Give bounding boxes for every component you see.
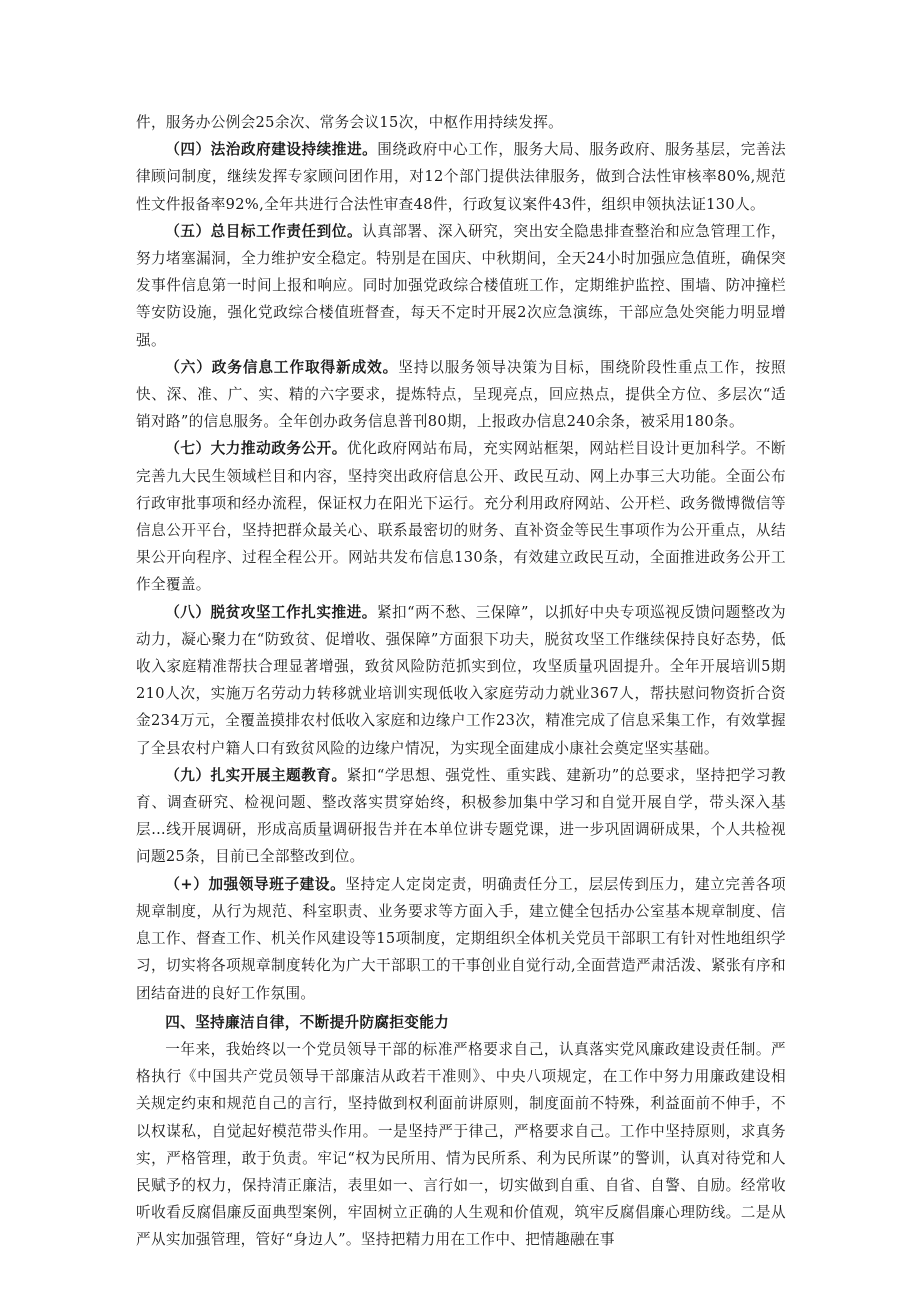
document-page — [136, 109, 786, 1254]
paragraph-text: 件，服务办公例会25余次、常务会议15次，中枢作用持续发挥。 — [136, 114, 564, 131]
paragraph-government-info — [136, 354, 786, 436]
paragraph-theme-education — [136, 762, 786, 871]
paragraph-government-openness — [136, 435, 786, 598]
paragraph-integrity: 一年来，我始终以一个党员领导干部的标准严格要求自己，认真落实党风廉政建设责任制。严格执行《中国共产党员领导干部廉洁从政若干准则》、中央八项规定，在工作中努力用廉政建设相关规定约束和规范自己的言行，坚持做到权利面前讲原则，制度面前不特殊，利益面前不伸手，不以权谋私，自觉起好模范带头作用。一是坚持严于律己，严格要求自己。工作中坚持原则，求真务实，严格管理，敢于负责。牢记“权为民所用、情为民所系、利为民所谋”的警训，认真对待党和人民赋予的权力，保持清正廉洁，表里如一、言行如一，切实做到自重、自省、自警、自励。经常收听收看反腐倡廉反面典型案例，牢固树立正确的人生观和价值观，筑牢反腐倡廉心理防线。二是从严从实加强管理，管好“身边人”。坚持把精力用在工作中、把情趣融在事 — [136, 1040, 786, 1249]
paragraph-text: 坚持定人定岗定责，明确责任分工，层层传到压力，建立完善各项规章制度，从行为规范、科室职责、业务要求等方面入手，建立健全包括办公室基本规章制度、信息工作、督查工作、机关作风建设等15项制度，定期组织全体机关党员干部职工有针对性地组织学习，切实将各项规章制度转化为广大干部职工的干事创业自觉行动,全面营造严肃活泼、紧张有序和团结奋进的良好工作氛围。 — [136, 875, 786, 1002]
paragraph-text: 紧扣“两不愁、三保障”，以抓好中央专项巡视反馈问题整改为动力，凝心聚力在“防致贫、促增收、强保障”方面狠下功夫，脱贫攻坚工作继续保持良好态势，低收入家庭精准帮扶合理显著增强，致贫风险防范抓实到位，攻坚质量巩固提升。全年开展培训5期210人次，实施万名劳动力转移就业培训实现低收入家庭劳动力就业367人，帮扶慰问物资折合资金234万元，全覆盖摸排农村低收入家庭和边缘户工作23次，精准完成了信息采集工作，有效掌握了全县农村户籍人口有致贫风险的边缘户情况，为实现全面建成小康社会奠定坚实基础。 — [136, 603, 786, 757]
paragraph-leadership-building — [136, 871, 786, 1007]
paragraph-text: 紧扣“学思想、强党性、重实践、建新功”的总要求，坚持把学习教育、调查研究、检视问题、整改落实贯穿始终，积极参加集中学习和自觉开展自学，带头深入基层…线开展调研，形成高质量调研报告并在本单位讲专题党课，进一步巩固调研成果，个人共检视问题25条，目前已全部整改到位。 — [136, 766, 786, 866]
paragraph-text: 认真部署、深入研究，突出安全隐患排查整治和应急管理工作，努力堵塞漏洞，全力维护安全稳定。特别是在国庆、中秋期间，全天24小时加强应急值班，确保突发事件信息第一时间上报和响应。同时加强党政综合楼值班工作，定期维护监控、围墙、防冲撞栏等安防设施，强化党政综合楼值班督查，每天不定时开展2次应急演练，干部应急处突能力明显增强。 — [136, 222, 786, 349]
paragraph-lead: （+）加强领导班子建设。 — [165, 875, 346, 893]
paragraph-lead: （八）脱贫攻坚工作扎实推进。 — [165, 603, 377, 621]
paragraph-lead: （四）法治政府建设持续推进。 — [165, 141, 378, 159]
paragraph-text: 围绕政府中心工作，服务大局、服务政府、服务基层，完善法律顾问制度，继续发挥专家顾问团作用，对12个部门提供法律服务，做到合法性审核率80%,规范性文件报备率92%,全年共进行合法性审查48件，行政复议案件43件，组织申领执法证130人。 — [136, 141, 787, 213]
section-heading: 四、坚持廉洁自律，不断提升防腐拒变能力 — [165, 1013, 450, 1031]
paragraph-text: 优化政府网站布局，充实网站框架，网站栏目设计更加科学。不断完善九大民生领域栏目和内容，坚持突出政府信息公开、政民互动、网上办事三大功能。全面公布行政审批事项和经办流程，保证权力在阳光下运行。充分利用政府网站、公开栏、政务微博微信等信息公开平台，坚持把群众最关心、联系最密切的财务、直补资金等民生事项作为公开重点，从结果公开向程序、过程全程公开。网站共发布信息130条，有效建立政民互动，全面推进政务公开工作全覆盖。 — [136, 440, 787, 594]
paragraph-safety-responsibility — [136, 218, 786, 354]
paragraph-legal-government — [136, 136, 786, 218]
paragraph-continuation — [136, 109, 786, 136]
paragraph-lead: （九）扎实开展主题教育。 — [165, 766, 347, 784]
paragraph-text: 坚持以服务领导决策为目标，围绕阶段性重点工作，按照快、深、准、广、实、精的六字要求，提炼特点，呈现亮点，回应热点，提供全方位、多层次“适销对路”的信息服务。全年创办政务信息普刊80期，上报政办信息240余条，被采用180条。 — [136, 358, 786, 431]
paragraph-lead: （六）政务信息工作取得新成效。 — [165, 358, 399, 376]
paragraph-lead: （七）大力推动政务公开。 — [165, 440, 347, 458]
paragraph-poverty-alleviation — [136, 599, 786, 762]
paragraph-lead: （五）总目标工作责任到位。 — [165, 222, 363, 240]
